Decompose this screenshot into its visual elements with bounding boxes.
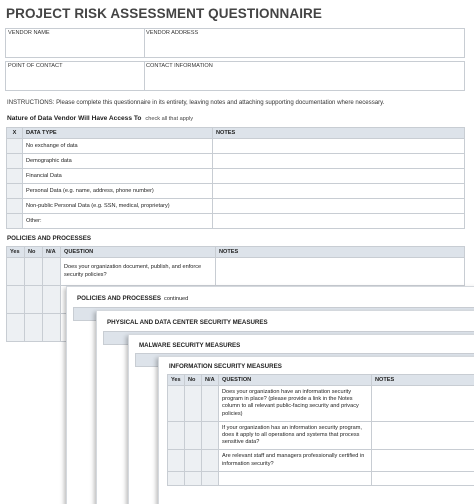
- col-na: N/A: [202, 375, 219, 386]
- vendor-name-label: VENDOR NAME: [8, 30, 50, 36]
- page-information-security: [158, 356, 474, 504]
- table-row: [7, 184, 465, 199]
- col-yes: Yes: [168, 375, 185, 386]
- table-row: [168, 450, 474, 471]
- data-type-table: [6, 127, 465, 229]
- yes-cell[interactable]: [168, 421, 185, 450]
- yes-cell[interactable]: [7, 314, 25, 342]
- data-type-cell: Demographic data: [23, 154, 213, 169]
- question-cell: Are relevant staff and managers professionally certified in information security?: [219, 450, 372, 471]
- policies-continued-title: POLICIES AND PROCESSES: [77, 295, 162, 302]
- checkbox-cell[interactable]: [7, 139, 23, 154]
- notes-cell[interactable]: [213, 214, 465, 229]
- yes-cell[interactable]: [168, 471, 185, 485]
- checkbox-cell[interactable]: [7, 199, 23, 214]
- yes-cell[interactable]: [7, 286, 25, 314]
- notes-cell[interactable]: [213, 184, 465, 199]
- infosec-heading: INFORMATION SECURITY MEASURES: [169, 363, 282, 370]
- nature-note: check all that apply: [145, 116, 193, 122]
- no-cell[interactable]: [185, 386, 202, 422]
- data-type-cell: Other:: [23, 214, 213, 229]
- na-cell[interactable]: [43, 258, 61, 286]
- point-of-contact-label: POINT OF CONTACT: [8, 63, 63, 69]
- col-data-type: DATA TYPE: [23, 128, 213, 139]
- col-question: QUESTION: [219, 375, 372, 386]
- table-row: [168, 471, 474, 485]
- table-row: [168, 386, 474, 422]
- table-row: [7, 258, 465, 286]
- col-na: N/A: [43, 247, 61, 258]
- table-row: [7, 199, 465, 214]
- checkbox-cell[interactable]: [7, 169, 23, 184]
- table-row: [7, 214, 465, 229]
- yes-cell[interactable]: [7, 258, 25, 286]
- yes-cell[interactable]: [168, 450, 185, 471]
- na-cell[interactable]: [43, 314, 61, 342]
- checkbox-cell[interactable]: [7, 184, 23, 199]
- table-row: [7, 169, 465, 184]
- no-cell[interactable]: [185, 450, 202, 471]
- notes-cell[interactable]: [372, 421, 474, 450]
- question-cell: Does your organization have an information security program in place? (please provide a link in the Notes column to all relevant public-facing security and privacy policies): [219, 386, 372, 422]
- notes-cell[interactable]: [216, 258, 465, 286]
- no-cell[interactable]: [25, 258, 43, 286]
- question-cell: [219, 471, 372, 485]
- nature-title: Nature of Data Vendor Will Have Access To: [7, 115, 142, 122]
- policies-continued-heading: [77, 295, 188, 302]
- na-cell[interactable]: [202, 471, 219, 485]
- col-no: No: [25, 247, 43, 258]
- data-type-cell: Non-public Personal Data (e.g. SSN, medical, proprietary): [23, 199, 213, 214]
- notes-cell[interactable]: [213, 139, 465, 154]
- physical-heading: PHYSICAL AND DATA CENTER SECURITY MEASURES: [107, 319, 268, 326]
- yes-cell[interactable]: [168, 386, 185, 422]
- table-row: [168, 421, 474, 450]
- no-cell[interactable]: [25, 314, 43, 342]
- na-cell[interactable]: [202, 386, 219, 422]
- notes-cell[interactable]: [372, 386, 474, 422]
- col-notes: NOTES: [216, 247, 465, 258]
- na-cell[interactable]: [43, 286, 61, 314]
- table-row: [7, 139, 465, 154]
- notes-cell[interactable]: [213, 154, 465, 169]
- notes-cell[interactable]: [213, 169, 465, 184]
- col-notes: NOTES: [372, 375, 474, 386]
- col-yes: Yes: [7, 247, 25, 258]
- question-cell: If your organization has an information security program, does it apply to all operations and systems that process sensitive data?: [219, 421, 372, 450]
- no-cell[interactable]: [185, 471, 202, 485]
- na-cell[interactable]: [202, 421, 219, 450]
- question-cell: Does your organization document, publish, and enforce security policies?: [61, 258, 216, 286]
- malware-heading: MALWARE SECURITY MEASURES: [139, 342, 241, 349]
- notes-cell[interactable]: [372, 450, 474, 471]
- page-title: PROJECT RISK ASSESSMENT QUESTIONNAIRE: [6, 6, 322, 21]
- na-cell[interactable]: [202, 450, 219, 471]
- table-row: [7, 154, 465, 169]
- checkbox-cell[interactable]: [7, 154, 23, 169]
- data-type-cell: No exchange of data: [23, 139, 213, 154]
- no-cell[interactable]: [25, 286, 43, 314]
- policies-heading: POLICIES AND PROCESSES: [7, 235, 92, 242]
- checkbox-cell[interactable]: [7, 214, 23, 229]
- continued-note: continued: [164, 296, 189, 302]
- notes-cell[interactable]: [213, 199, 465, 214]
- no-cell[interactable]: [185, 421, 202, 450]
- data-type-cell: Personal Data (e.g. name, address, phone number): [23, 184, 213, 199]
- col-notes: NOTES: [213, 128, 465, 139]
- col-question: QUESTION: [61, 247, 216, 258]
- infosec-table: [167, 374, 474, 486]
- contact-information-label: CONTACT INFORMATION: [146, 63, 213, 69]
- data-type-cell: Financial Data: [23, 169, 213, 184]
- col-x: X: [7, 128, 23, 139]
- col-no: No: [185, 375, 202, 386]
- notes-cell[interactable]: [372, 471, 474, 485]
- vendor-address-label: VENDOR ADDRESS: [146, 30, 199, 36]
- nature-heading: [7, 115, 193, 122]
- instructions: INSTRUCTIONS: Please complete this questionnaire in its entirety, leaving notes and attaching supporting documentation where necessary.: [7, 99, 385, 106]
